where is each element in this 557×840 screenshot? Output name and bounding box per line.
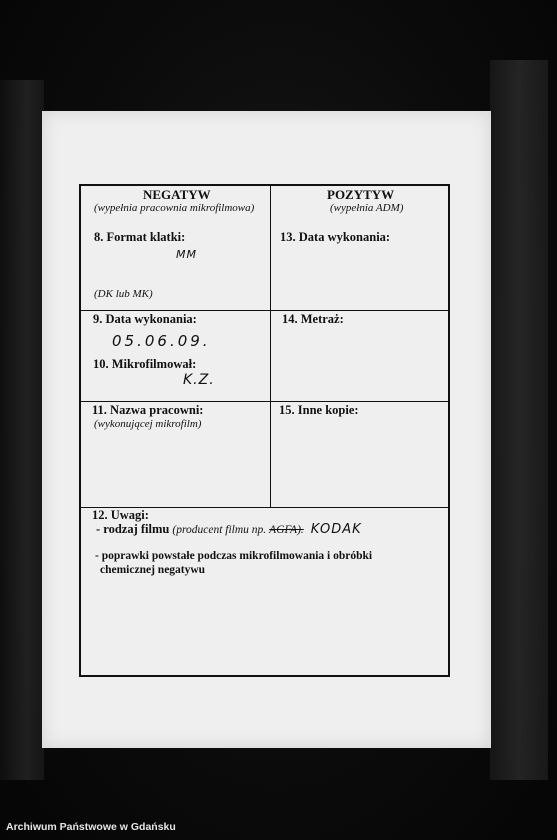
producent-note: (producent filmu np. (172, 524, 267, 536)
pozytyw-data-label: 13. Data wykonania: (280, 230, 391, 244)
format-klatki-note: (DK lub MK) (94, 288, 153, 300)
film-edge-right (490, 60, 548, 780)
negatyw-subtitle: (wypełnia pracownia mikrofilmowa) (94, 202, 255, 214)
rodzaj-filmu-label: - rodzaj filmu (96, 522, 170, 536)
negatyw-title: NEGATYW (143, 187, 211, 202)
data-wykonania-label: 9. Data wykonania: (93, 312, 197, 326)
form-table (79, 184, 450, 677)
rodzaj-filmu-line (96, 522, 362, 537)
poprawki-line: - poprawki powstałe podczas mikrofilmowania i obróbki (95, 550, 373, 562)
film-producer-value: KODAK (310, 522, 362, 537)
format-klatki-value: MM (176, 248, 197, 261)
mikrofilmowal-value: K.Z. (183, 372, 215, 388)
pozytyw-title: POZYTYW (327, 187, 395, 202)
agfa-struck: AGFA). (269, 524, 304, 536)
metraz-label: 14. Metraż: (282, 312, 344, 326)
nazwa-pracowni-note: (wykonującej mikrofilm) (94, 418, 202, 430)
archive-footer: Archiwum Państwowe w Gdańsku (6, 821, 176, 833)
nazwa-pracowni-label: 11. Nazwa pracowni: (92, 403, 204, 417)
mikrofilmowal-label: 10. Mikrofilmował: (93, 357, 197, 371)
film-edge-left (0, 80, 44, 780)
row-divider-1 (80, 310, 449, 311)
inne-kopie-label: 15. Inne kopie: (279, 403, 359, 417)
uwagi-label: 12. Uwagi: (92, 508, 149, 522)
poprawki-line-cont: chemicznej negatywu (100, 564, 206, 576)
pozytyw-subtitle: (wypełnia ADM) (330, 202, 404, 214)
data-wykonania-value: 05.06.09. (112, 332, 211, 350)
row-divider-2 (80, 401, 449, 402)
column-divider (270, 186, 271, 507)
format-klatki-label: 8. Format klatki: (94, 230, 186, 244)
